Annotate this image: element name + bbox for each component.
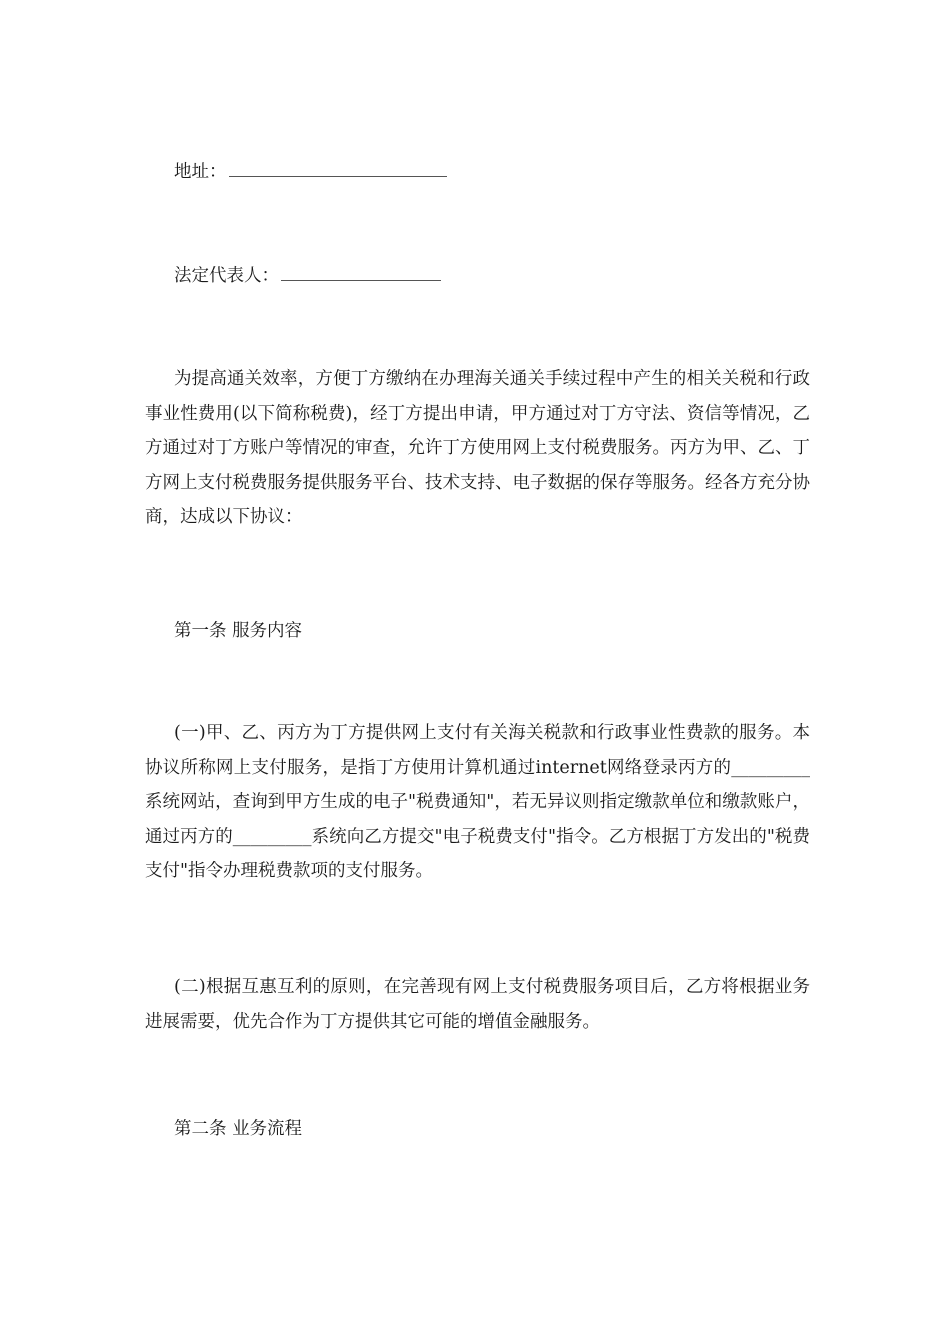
address-blank: [229, 156, 447, 177]
legal-rep-blank: [281, 260, 441, 281]
address-line: [174, 155, 839, 189]
article1-clause1: (一)甲、乙、丙方为丁方提供网上支付有关海关税款和行政事业性费款的服务。本协议所称网上支付服务，是指丁方使用计算机通过internet网络登录丙方的_________系统网站，查询到甲方生成的电子"税费通知"，若无异议则指定缴款单位和缴款账户，通过丙方的_________系统向乙方提交"电子税费支付"指令。乙方根据丁方发出的"税费支付"指令办理税费款项的支付服务。: [145, 723, 810, 881]
article1-title: 第一条 服务内容: [174, 621, 303, 641]
article2-title: 第二条 业务流程: [174, 1119, 303, 1139]
address-label: 地址：: [174, 162, 227, 182]
article1-clause2: (二)根据互惠互利的原则，在完善现有网上支付税费服务项目后，乙方将根据业务进展需要，优先合作为丁方提供其它可能的增值金融服务。: [145, 977, 810, 1032]
legal-rep-line: [174, 259, 839, 293]
intro-paragraph: 为提高通关效率，方便丁方缴纳在办理海关通关手续过程中产生的相关关税和行政事业性费用(以下简称税费)，经丁方提出申请，甲方通过对丁方守法、资信等情况，乙方通过对丁方账户等情况的审查，允许丁方使用网上支付税费服务。丙方为甲、乙、丁方网上支付税费服务提供服务平台、技术支持、电子数据的保存等服务。经各方充分协商，达成以下协议：: [145, 369, 810, 527]
legal-rep-label: 法定代表人：: [174, 266, 279, 286]
